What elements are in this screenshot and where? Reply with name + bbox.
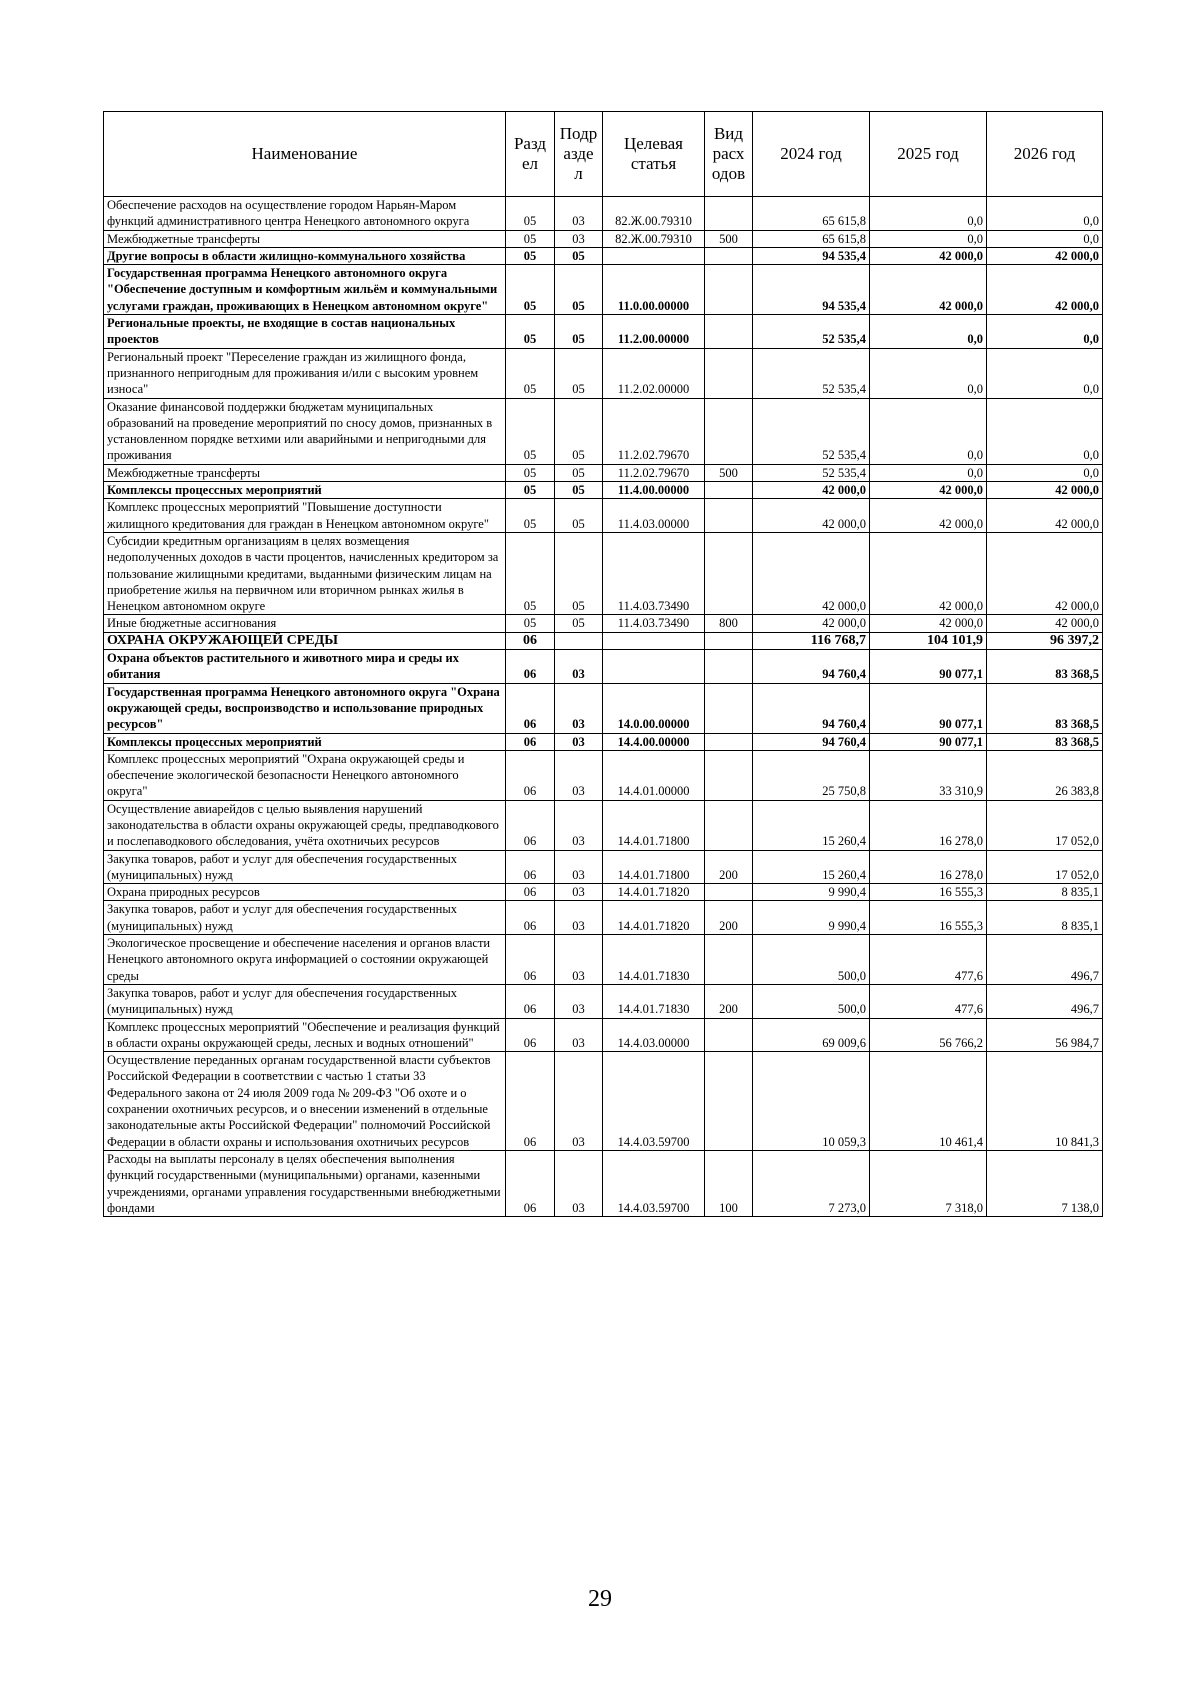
row-2025-cell: 477,6 bbox=[870, 935, 987, 985]
row-target-cell: 14.4.03.00000 bbox=[603, 1018, 705, 1052]
row-name-cell: Осуществление авиарейдов с целью выявления нарушений законодательства в области охраны окружающей среды, предпаводкового и послепаводкового обследования, учёта охотничьих ресурсов bbox=[104, 800, 506, 850]
row-razdel-cell: 06 bbox=[506, 984, 555, 1018]
row-razdel-cell: 05 bbox=[506, 197, 555, 231]
row-podrazdel-cell: 05 bbox=[555, 499, 603, 533]
header-expense-type: Вид расх одов bbox=[705, 112, 753, 197]
row-razdel-cell: 06 bbox=[506, 683, 555, 733]
row-2026-cell: 0,0 bbox=[987, 315, 1103, 349]
row-2024-cell: 116 768,7 bbox=[753, 632, 870, 649]
row-2024-cell: 94 535,4 bbox=[753, 247, 870, 264]
row-expense-type-cell bbox=[705, 315, 753, 349]
table-row bbox=[104, 800, 1103, 850]
row-2026-cell: 17 052,0 bbox=[987, 800, 1103, 850]
table-row bbox=[104, 265, 1103, 315]
row-2026-cell: 26 383,8 bbox=[987, 750, 1103, 800]
row-target-cell: 11.2.02.00000 bbox=[603, 348, 705, 398]
row-target-cell: 11.4.03.73490 bbox=[603, 532, 705, 614]
row-target-cell: 14.4.01.71830 bbox=[603, 984, 705, 1018]
row-2024-cell: 94 535,4 bbox=[753, 265, 870, 315]
row-razdel-cell: 06 bbox=[506, 1150, 555, 1216]
row-2025-cell: 0,0 bbox=[870, 315, 987, 349]
table-row bbox=[104, 901, 1103, 935]
row-2025-cell: 42 000,0 bbox=[870, 247, 987, 264]
row-2025-cell: 90 077,1 bbox=[870, 650, 987, 684]
row-2024-cell: 52 535,4 bbox=[753, 315, 870, 349]
row-2025-cell: 16 278,0 bbox=[870, 800, 987, 850]
table-row bbox=[104, 348, 1103, 398]
row-target-cell: 14.4.00.00000 bbox=[603, 733, 705, 750]
budget-table bbox=[103, 111, 1103, 1217]
row-podrazdel-cell: 03 bbox=[555, 1018, 603, 1052]
row-name-cell: Государственная программа Ненецкого автономного округа "Охрана окружающей среды, воспроизводство и использование природных ресурсов" bbox=[104, 683, 506, 733]
row-2026-cell: 42 000,0 bbox=[987, 615, 1103, 632]
row-2025-cell: 56 766,2 bbox=[870, 1018, 987, 1052]
row-2025-cell: 42 000,0 bbox=[870, 532, 987, 614]
row-2025-cell: 10 461,4 bbox=[870, 1052, 987, 1151]
row-2026-cell: 17 052,0 bbox=[987, 850, 1103, 884]
row-name-cell: ОХРАНА ОКРУЖАЮЩЕЙ СРЕДЫ bbox=[104, 632, 506, 649]
row-name-cell: Межбюджетные трансферты bbox=[104, 464, 506, 481]
row-2024-cell: 52 535,4 bbox=[753, 348, 870, 398]
row-name-cell: Осуществление переданных органам государственной власти субъектов Российской Федерации в соответствии с частью 1 статьи 33 Федерального закона от 24 июля 2009 года № 209-ФЗ "Об охоте и о сохранении охотничьих ресурсов, и о внесении изменений в отдельные законодательные акты Российской Федерации" полномочий Российской Федерации в области охраны и использования охотничьих ресурсов bbox=[104, 1052, 506, 1151]
row-razdel-cell: 06 bbox=[506, 884, 555, 901]
row-2026-cell: 0,0 bbox=[987, 398, 1103, 464]
row-podrazdel-cell: 03 bbox=[555, 984, 603, 1018]
row-target-cell: 14.4.01.00000 bbox=[603, 750, 705, 800]
row-expense-type-cell bbox=[705, 1052, 753, 1151]
row-2024-cell: 9 990,4 bbox=[753, 884, 870, 901]
row-podrazdel-cell: 03 bbox=[555, 750, 603, 800]
row-expense-type-cell: 200 bbox=[705, 901, 753, 935]
row-name-cell: Обеспечение расходов на осуществление городом Нарьян-Маром функций административного центра Ненецкого автономного округа bbox=[104, 197, 506, 231]
row-razdel-cell: 05 bbox=[506, 230, 555, 247]
row-expense-type-cell bbox=[705, 884, 753, 901]
row-target-cell: 14.4.03.59700 bbox=[603, 1052, 705, 1151]
table-row bbox=[104, 482, 1103, 499]
row-2025-cell: 90 077,1 bbox=[870, 733, 987, 750]
table-row bbox=[104, 1150, 1103, 1216]
row-podrazdel-cell: 03 bbox=[555, 1150, 603, 1216]
row-2024-cell: 94 760,4 bbox=[753, 683, 870, 733]
header-year-2024: 2024 год bbox=[753, 112, 870, 197]
row-name-cell: Межбюджетные трансферты bbox=[104, 230, 506, 247]
header-target-article: Целевая статья bbox=[603, 112, 705, 197]
row-expense-type-cell bbox=[705, 800, 753, 850]
table-row bbox=[104, 884, 1103, 901]
row-podrazdel-cell: 05 bbox=[555, 398, 603, 464]
row-name-cell: Комплекс процессных мероприятий "Обеспечение и реализация функций в области охраны окружающей среды, лесных и водных отношений" bbox=[104, 1018, 506, 1052]
row-expense-type-cell bbox=[705, 532, 753, 614]
row-2026-cell: 42 000,0 bbox=[987, 247, 1103, 264]
row-2026-cell: 0,0 bbox=[987, 464, 1103, 481]
row-expense-type-cell bbox=[705, 750, 753, 800]
row-podrazdel-cell: 03 bbox=[555, 901, 603, 935]
row-expense-type-cell bbox=[705, 935, 753, 985]
row-expense-type-cell bbox=[705, 398, 753, 464]
row-2024-cell: 42 000,0 bbox=[753, 499, 870, 533]
row-2024-cell: 69 009,6 bbox=[753, 1018, 870, 1052]
row-expense-type-cell: 500 bbox=[705, 230, 753, 247]
row-name-cell: Субсидии кредитным организациям в целях возмещения недополученных доходов в части процентов, начисленных кредитором за пользование жилищными кредитами, выданными физическим лицам на приобретение жилья на первичном или вторичном рынках жилья в Ненецком автономном округе bbox=[104, 532, 506, 614]
row-razdel-cell: 05 bbox=[506, 398, 555, 464]
row-2025-cell: 0,0 bbox=[870, 398, 987, 464]
row-target-cell: 11.0.00.00000 bbox=[603, 265, 705, 315]
row-podrazdel-cell: 03 bbox=[555, 935, 603, 985]
row-razdel-cell: 06 bbox=[506, 935, 555, 985]
table-row bbox=[104, 935, 1103, 985]
row-2025-cell: 42 000,0 bbox=[870, 265, 987, 315]
row-2026-cell: 0,0 bbox=[987, 230, 1103, 247]
row-2024-cell: 94 760,4 bbox=[753, 733, 870, 750]
row-podrazdel-cell: 05 bbox=[555, 532, 603, 614]
row-target-cell: 14.4.03.59700 bbox=[603, 1150, 705, 1216]
row-name-cell: Государственная программа Ненецкого автономного округа "Обеспечение доступным и комфортным жильём и коммунальными услугами граждан, проживающих в Ненецком автономном округе" bbox=[104, 265, 506, 315]
row-podrazdel-cell: 03 bbox=[555, 683, 603, 733]
row-2026-cell: 496,7 bbox=[987, 935, 1103, 985]
row-2025-cell: 7 318,0 bbox=[870, 1150, 987, 1216]
row-2026-cell: 96 397,2 bbox=[987, 632, 1103, 649]
row-podrazdel-cell: 05 bbox=[555, 265, 603, 315]
row-name-cell: Закупка товаров, работ и услуг для обеспечения государственных (муниципальных) нужд bbox=[104, 850, 506, 884]
row-expense-type-cell bbox=[705, 1018, 753, 1052]
row-2024-cell: 7 273,0 bbox=[753, 1150, 870, 1216]
header-podrazdel: Подр азде л bbox=[555, 112, 603, 197]
row-2026-cell: 7 138,0 bbox=[987, 1150, 1103, 1216]
row-target-cell: 11.4.00.00000 bbox=[603, 482, 705, 499]
row-podrazdel-cell: 03 bbox=[555, 1052, 603, 1151]
row-expense-type-cell bbox=[705, 247, 753, 264]
row-2024-cell: 52 535,4 bbox=[753, 464, 870, 481]
header-year-2026: 2026 год bbox=[987, 112, 1103, 197]
row-target-cell bbox=[603, 247, 705, 264]
row-2025-cell: 16 278,0 bbox=[870, 850, 987, 884]
row-2025-cell: 42 000,0 bbox=[870, 499, 987, 533]
row-2026-cell: 0,0 bbox=[987, 197, 1103, 231]
row-2026-cell: 42 000,0 bbox=[987, 532, 1103, 614]
row-expense-type-cell bbox=[705, 733, 753, 750]
row-target-cell: 14.4.01.71800 bbox=[603, 850, 705, 884]
row-2024-cell: 42 000,0 bbox=[753, 532, 870, 614]
row-podrazdel-cell: 05 bbox=[555, 348, 603, 398]
row-razdel-cell: 05 bbox=[506, 532, 555, 614]
table-row bbox=[104, 632, 1103, 649]
row-expense-type-cell: 800 bbox=[705, 615, 753, 632]
row-name-cell: Закупка товаров, работ и услуг для обеспечения государственных (муниципальных) нужд bbox=[104, 901, 506, 935]
header-year-2025: 2025 год bbox=[870, 112, 987, 197]
row-expense-type-cell bbox=[705, 265, 753, 315]
row-target-cell: 14.4.01.71800 bbox=[603, 800, 705, 850]
row-name-cell: Комплекс процессных мероприятий "Охрана окружающей среды и обеспечение экологической безопасности Ненецкого автономного округа" bbox=[104, 750, 506, 800]
row-target-cell: 82.Ж.00.79310 bbox=[603, 230, 705, 247]
row-2026-cell: 8 835,1 bbox=[987, 884, 1103, 901]
row-name-cell: Комплекс процессных мероприятий "Повышение доступности жилищного кредитования для граждан в Ненецком автономном округе" bbox=[104, 499, 506, 533]
row-podrazdel-cell: 03 bbox=[555, 884, 603, 901]
table-row bbox=[104, 683, 1103, 733]
row-2026-cell: 42 000,0 bbox=[987, 482, 1103, 499]
row-2025-cell: 0,0 bbox=[870, 230, 987, 247]
row-target-cell: 14.0.00.00000 bbox=[603, 683, 705, 733]
row-2024-cell: 9 990,4 bbox=[753, 901, 870, 935]
row-2024-cell: 94 760,4 bbox=[753, 650, 870, 684]
row-2024-cell: 65 615,8 bbox=[753, 230, 870, 247]
row-razdel-cell: 06 bbox=[506, 750, 555, 800]
row-target-cell: 14.4.01.71830 bbox=[603, 935, 705, 985]
row-target-cell: 11.2.02.79670 bbox=[603, 464, 705, 481]
row-razdel-cell: 06 bbox=[506, 650, 555, 684]
row-2026-cell: 10 841,3 bbox=[987, 1052, 1103, 1151]
row-razdel-cell: 05 bbox=[506, 615, 555, 632]
page-number: 29 bbox=[588, 1586, 612, 1612]
row-razdel-cell: 06 bbox=[506, 901, 555, 935]
row-podrazdel-cell: 05 bbox=[555, 615, 603, 632]
row-2025-cell: 477,6 bbox=[870, 984, 987, 1018]
row-2024-cell: 10 059,3 bbox=[753, 1052, 870, 1151]
row-2026-cell: 42 000,0 bbox=[987, 499, 1103, 533]
row-2026-cell: 8 835,1 bbox=[987, 901, 1103, 935]
row-target-cell: 14.4.01.71820 bbox=[603, 901, 705, 935]
table-row bbox=[104, 499, 1103, 533]
row-podrazdel-cell: 03 bbox=[555, 650, 603, 684]
row-target-cell bbox=[603, 650, 705, 684]
table-row bbox=[104, 850, 1103, 884]
row-2025-cell: 16 555,3 bbox=[870, 884, 987, 901]
row-expense-type-cell bbox=[705, 650, 753, 684]
row-name-cell: Расходы на выплаты персоналу в целях обеспечения выполнения функций государственными (муниципальными) органами, казенными учреждениями, органами управления государственными внебюджетными фондами bbox=[104, 1150, 506, 1216]
row-2026-cell: 83 368,5 bbox=[987, 683, 1103, 733]
row-2026-cell: 83 368,5 bbox=[987, 650, 1103, 684]
table-row bbox=[104, 1018, 1103, 1052]
row-podrazdel-cell: 03 bbox=[555, 850, 603, 884]
table-row bbox=[104, 247, 1103, 264]
row-2024-cell: 500,0 bbox=[753, 935, 870, 985]
row-razdel-cell: 06 bbox=[506, 632, 555, 649]
row-name-cell: Закупка товаров, работ и услуг для обеспечения государственных (муниципальных) нужд bbox=[104, 984, 506, 1018]
row-podrazdel-cell: 03 bbox=[555, 800, 603, 850]
row-name-cell: Другие вопросы в области жилищно-коммунального хозяйства bbox=[104, 247, 506, 264]
table-row bbox=[104, 615, 1103, 632]
row-target-cell: 82.Ж.00.79310 bbox=[603, 197, 705, 231]
row-razdel-cell: 05 bbox=[506, 482, 555, 499]
row-razdel-cell: 05 bbox=[506, 315, 555, 349]
table-row bbox=[104, 315, 1103, 349]
row-razdel-cell: 06 bbox=[506, 850, 555, 884]
row-podrazdel-cell: 05 bbox=[555, 247, 603, 264]
table-body bbox=[104, 197, 1103, 1217]
row-name-cell: Региональные проекты, не входящие в состав национальных проектов bbox=[104, 315, 506, 349]
row-2025-cell: 90 077,1 bbox=[870, 683, 987, 733]
row-razdel-cell: 06 bbox=[506, 1052, 555, 1151]
row-name-cell: Охрана природных ресурсов bbox=[104, 884, 506, 901]
row-2024-cell: 65 615,8 bbox=[753, 197, 870, 231]
table-row bbox=[104, 1052, 1103, 1151]
row-target-cell: 11.4.03.73490 bbox=[603, 615, 705, 632]
row-podrazdel-cell bbox=[555, 632, 603, 649]
table-row bbox=[104, 750, 1103, 800]
row-2026-cell: 83 368,5 bbox=[987, 733, 1103, 750]
row-expense-type-cell: 200 bbox=[705, 850, 753, 884]
row-podrazdel-cell: 03 bbox=[555, 197, 603, 231]
row-expense-type-cell bbox=[705, 197, 753, 231]
row-target-cell bbox=[603, 632, 705, 649]
table-row bbox=[104, 230, 1103, 247]
row-razdel-cell: 06 bbox=[506, 1018, 555, 1052]
row-2025-cell: 0,0 bbox=[870, 348, 987, 398]
header-name: Наименование bbox=[104, 112, 506, 197]
row-2025-cell: 16 555,3 bbox=[870, 901, 987, 935]
row-razdel-cell: 05 bbox=[506, 265, 555, 315]
row-name-cell: Иные бюджетные ассигнования bbox=[104, 615, 506, 632]
row-2024-cell: 52 535,4 bbox=[753, 398, 870, 464]
row-2026-cell: 0,0 bbox=[987, 348, 1103, 398]
header-razdel: Разд ел bbox=[506, 112, 555, 197]
row-podrazdel-cell: 05 bbox=[555, 315, 603, 349]
row-expense-type-cell: 500 bbox=[705, 464, 753, 481]
row-razdel-cell: 05 bbox=[506, 247, 555, 264]
row-expense-type-cell bbox=[705, 683, 753, 733]
row-2025-cell: 33 310,9 bbox=[870, 750, 987, 800]
table-row bbox=[104, 984, 1103, 1018]
table-row bbox=[104, 398, 1103, 464]
row-podrazdel-cell: 03 bbox=[555, 733, 603, 750]
row-2024-cell: 15 260,4 bbox=[753, 800, 870, 850]
row-2025-cell: 42 000,0 bbox=[870, 482, 987, 499]
row-podrazdel-cell: 03 bbox=[555, 230, 603, 247]
row-target-cell: 11.2.00.00000 bbox=[603, 315, 705, 349]
row-expense-type-cell bbox=[705, 482, 753, 499]
table-row bbox=[104, 650, 1103, 684]
row-expense-type-cell: 200 bbox=[705, 984, 753, 1018]
row-2026-cell: 496,7 bbox=[987, 984, 1103, 1018]
table-header-row bbox=[104, 112, 1103, 197]
row-2024-cell: 25 750,8 bbox=[753, 750, 870, 800]
row-target-cell: 11.4.03.00000 bbox=[603, 499, 705, 533]
row-2025-cell: 42 000,0 bbox=[870, 615, 987, 632]
row-razdel-cell: 05 bbox=[506, 499, 555, 533]
row-razdel-cell: 05 bbox=[506, 464, 555, 481]
row-razdel-cell: 06 bbox=[506, 733, 555, 750]
row-name-cell: Оказание финансовой поддержки бюджетам муниципальных образований на проведение мероприятий по сносу домов, признанных в установленном порядке ветхими или аварийными и непригодными для проживания bbox=[104, 398, 506, 464]
row-target-cell: 11.2.02.79670 bbox=[603, 398, 705, 464]
row-2024-cell: 15 260,4 bbox=[753, 850, 870, 884]
row-expense-type-cell bbox=[705, 632, 753, 649]
row-razdel-cell: 06 bbox=[506, 800, 555, 850]
table-row bbox=[104, 733, 1103, 750]
row-2025-cell: 104 101,9 bbox=[870, 632, 987, 649]
row-2025-cell: 0,0 bbox=[870, 197, 987, 231]
table-row bbox=[104, 464, 1103, 481]
row-expense-type-cell: 100 bbox=[705, 1150, 753, 1216]
row-expense-type-cell bbox=[705, 348, 753, 398]
row-expense-type-cell bbox=[705, 499, 753, 533]
row-name-cell: Комплексы процессных мероприятий bbox=[104, 733, 506, 750]
row-2024-cell: 500,0 bbox=[753, 984, 870, 1018]
row-name-cell: Экологическое просвещение и обеспечение населения и органов власти Ненецкого автономного округа информацией о состоянии окружающей среды bbox=[104, 935, 506, 985]
row-podrazdel-cell: 05 bbox=[555, 464, 603, 481]
row-name-cell: Региональный проект "Переселение граждан из жилищного фонда, признанного непригодным для проживания и/или с высоким уровнем износа" bbox=[104, 348, 506, 398]
row-2025-cell: 0,0 bbox=[870, 464, 987, 481]
table-row bbox=[104, 532, 1103, 614]
row-2026-cell: 42 000,0 bbox=[987, 265, 1103, 315]
table-row bbox=[104, 197, 1103, 231]
row-podrazdel-cell: 05 bbox=[555, 482, 603, 499]
row-target-cell: 14.4.01.71820 bbox=[603, 884, 705, 901]
row-name-cell: Комплексы процессных мероприятий bbox=[104, 482, 506, 499]
row-2024-cell: 42 000,0 bbox=[753, 615, 870, 632]
row-name-cell: Охрана объектов растительного и животного мира и среды их обитания bbox=[104, 650, 506, 684]
row-2024-cell: 42 000,0 bbox=[753, 482, 870, 499]
row-2026-cell: 56 984,7 bbox=[987, 1018, 1103, 1052]
row-razdel-cell: 05 bbox=[506, 348, 555, 398]
